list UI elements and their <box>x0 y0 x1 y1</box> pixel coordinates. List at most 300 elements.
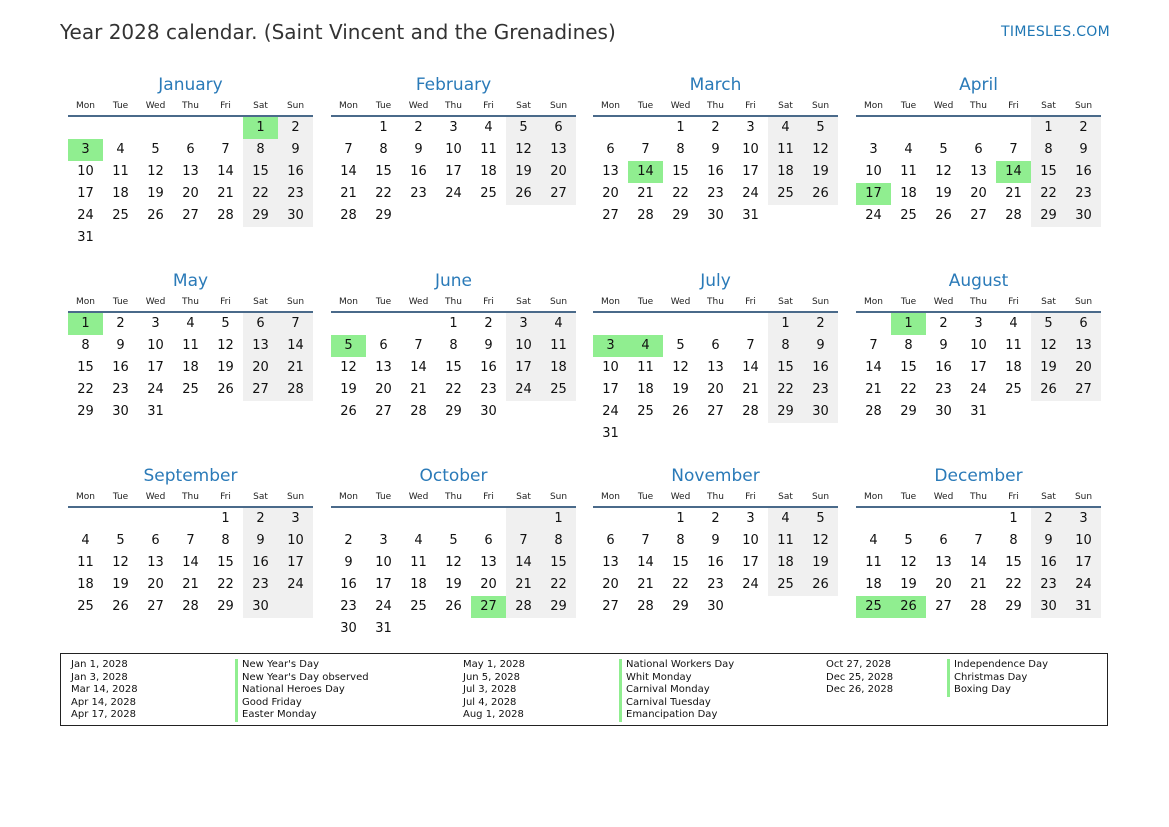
day-cell: 14 <box>278 335 313 357</box>
day-cell: 2 <box>1066 117 1101 139</box>
weekday-label: Thu <box>445 297 462 307</box>
weekday-label: Mon <box>601 297 620 307</box>
day-cell: 11 <box>637 360 654 375</box>
day-grid <box>856 313 1101 423</box>
day-cell: 25 <box>768 183 803 205</box>
day-cell: 19 <box>803 552 838 574</box>
weekday-label: Thu <box>182 101 199 111</box>
empty-cell <box>628 313 663 335</box>
day-cell: 27 <box>471 596 506 618</box>
day-cell: 14 <box>996 161 1031 183</box>
empty-cell <box>506 508 541 530</box>
day-cell: 10 <box>602 360 619 375</box>
day-cell: 12 <box>217 338 234 353</box>
day-cell: 10 <box>375 555 392 570</box>
day-cell: 5 <box>116 533 125 548</box>
day-cell: 11 <box>900 164 917 179</box>
day-cell: 20 <box>970 186 987 201</box>
weekday-label: Mon <box>864 492 883 502</box>
weekday-header <box>593 97 838 117</box>
weekday-label: Sun <box>811 492 830 502</box>
day-cell: 18 <box>768 161 803 183</box>
day-cell: 15 <box>672 164 689 179</box>
day-cell: 17 <box>602 382 619 397</box>
day-cell: 26 <box>147 208 164 223</box>
day-cell: 11 <box>768 139 803 161</box>
weekday-label: Wed <box>408 101 429 111</box>
weekday-label: Sun <box>811 101 830 111</box>
day-cell: 8 <box>379 142 388 157</box>
month-november <box>593 464 838 618</box>
empty-cell <box>541 401 576 423</box>
weekday-label: Wed <box>670 297 691 307</box>
day-grid <box>856 508 1101 618</box>
day-cell: 12 <box>803 530 838 552</box>
day-cell: 2 <box>803 313 838 335</box>
month-name: July <box>700 271 731 291</box>
day-cell: 17 <box>1066 552 1101 574</box>
day-cell: 13 <box>147 555 164 570</box>
day-cell: 9 <box>116 338 125 353</box>
site-link[interactable]: TIMESLES.COM <box>1001 24 1110 40</box>
day-cell: 26 <box>1031 379 1066 401</box>
holiday-name: New Year's Day <box>235 659 319 672</box>
empty-cell <box>278 596 313 618</box>
weekday-label: Wed <box>145 492 166 502</box>
day-cell: 10 <box>506 335 541 357</box>
day-cell: 3 <box>379 533 388 548</box>
day-cell: 7 <box>186 533 195 548</box>
day-cell: 1 <box>541 508 576 530</box>
month-september <box>68 464 313 618</box>
month-july <box>593 269 838 445</box>
day-cell: 22 <box>243 183 278 205</box>
month-october <box>331 464 576 640</box>
weekday-label: Fri <box>1008 101 1019 111</box>
day-cell: 14 <box>182 555 199 570</box>
month-june <box>331 269 576 423</box>
day-cell: 4 <box>414 533 423 548</box>
weekday-label: Fri <box>1008 492 1019 502</box>
day-cell: 11 <box>182 338 199 353</box>
day-cell: 23 <box>243 574 278 596</box>
day-cell: 17 <box>506 357 541 379</box>
empty-cell <box>278 401 313 423</box>
weekday-header <box>68 488 313 508</box>
day-cell: 16 <box>935 360 952 375</box>
day-cell: 3 <box>506 313 541 335</box>
day-cell: 30 <box>935 404 952 419</box>
empty-cell <box>961 117 996 139</box>
empty-cell <box>138 227 173 249</box>
empty-cell <box>401 508 436 530</box>
day-grid <box>68 117 313 249</box>
day-cell: 15 <box>1005 555 1022 570</box>
day-cell: 8 <box>676 533 685 548</box>
day-cell: 22 <box>672 186 689 201</box>
weekday-label: Wed <box>408 492 429 502</box>
day-cell: 20 <box>147 577 164 592</box>
weekday-label: Tue <box>375 297 392 307</box>
day-cell: 19 <box>900 577 917 592</box>
month-name: February <box>415 75 492 95</box>
day-cell: 11 <box>112 164 129 179</box>
day-cell: 10 <box>742 142 759 157</box>
day-cell: 22 <box>1031 183 1066 205</box>
day-cell: 23 <box>1031 574 1066 596</box>
day-cell: 15 <box>217 555 234 570</box>
day-cell: 22 <box>541 574 576 596</box>
empty-cell <box>698 313 733 335</box>
day-cell: 4 <box>904 142 913 157</box>
holiday-name: Good Friday <box>235 697 302 710</box>
day-cell: 8 <box>243 139 278 161</box>
day-cell: 1 <box>379 120 388 135</box>
weekday-label: Thu <box>445 492 462 502</box>
empty-cell <box>891 508 926 530</box>
day-cell: 14 <box>506 552 541 574</box>
holiday-name: National Workers Day <box>619 659 734 672</box>
day-cell: 28 <box>637 208 654 223</box>
day-cell: 8 <box>904 338 913 353</box>
holiday-legend <box>60 653 1108 726</box>
day-cell: 2 <box>344 533 353 548</box>
day-cell: 5 <box>449 533 458 548</box>
day-cell: 18 <box>865 577 882 592</box>
weekday-label: Sun <box>549 297 568 307</box>
weekday-label: Thu <box>707 101 724 111</box>
day-cell: 16 <box>480 360 497 375</box>
weekday-label: Sat <box>516 297 531 307</box>
day-cell: 29 <box>1031 205 1066 227</box>
day-cell: 6 <box>1066 313 1101 335</box>
day-cell: 28 <box>742 404 759 419</box>
day-cell: 25 <box>637 404 654 419</box>
empty-cell <box>926 117 961 139</box>
day-cell: 30 <box>1066 205 1101 227</box>
weekday-header <box>68 97 313 117</box>
weekday-label: Fri <box>483 101 494 111</box>
weekday-label: Sat <box>516 101 531 111</box>
holiday-name: Independence Day <box>947 659 1048 672</box>
day-cell: 1 <box>768 313 803 335</box>
month-name: August <box>948 271 1009 291</box>
day-cell: 5 <box>803 508 838 530</box>
day-cell: 1 <box>243 117 278 139</box>
day-cell: 18 <box>410 577 427 592</box>
day-cell: 29 <box>672 208 689 223</box>
month-april <box>856 73 1101 227</box>
day-cell: 2 <box>711 120 720 135</box>
day-cell: 15 <box>541 552 576 574</box>
weekday-label: Mon <box>76 101 95 111</box>
weekday-label: Sun <box>549 492 568 502</box>
empty-cell <box>891 117 926 139</box>
day-cell: 11 <box>1005 338 1022 353</box>
empty-cell <box>628 117 663 139</box>
day-cell: 10 <box>865 164 882 179</box>
month-may <box>68 269 313 423</box>
empty-cell <box>961 508 996 530</box>
day-cell: 27 <box>970 208 987 223</box>
empty-cell <box>663 313 698 335</box>
day-cell: 3 <box>278 508 313 530</box>
day-cell: 29 <box>1005 599 1022 614</box>
weekday-label: Mon <box>864 101 883 111</box>
day-cell: 7 <box>746 338 755 353</box>
day-cell: 5 <box>221 316 230 331</box>
day-cell: 17 <box>278 552 313 574</box>
weekday-label: Fri <box>745 492 756 502</box>
weekday-label: Tue <box>900 101 917 111</box>
weekday-label: Mon <box>339 297 358 307</box>
day-cell: 2 <box>116 316 125 331</box>
weekday-label: Thu <box>707 492 724 502</box>
empty-cell <box>436 508 471 530</box>
day-cell: 25 <box>77 599 94 614</box>
day-cell: 13 <box>1066 335 1101 357</box>
month-name: October <box>419 466 488 486</box>
day-cell: 14 <box>637 555 654 570</box>
weekday-label: Wed <box>670 492 691 502</box>
day-cell: 24 <box>602 404 619 419</box>
weekday-label: Sun <box>286 297 305 307</box>
empty-cell <box>173 401 208 423</box>
weekday-label: Tue <box>900 492 917 502</box>
empty-cell <box>1031 401 1066 423</box>
empty-cell <box>733 596 768 618</box>
weekday-label: Sun <box>549 101 568 111</box>
day-cell: 6 <box>151 533 160 548</box>
day-cell: 23 <box>278 183 313 205</box>
empty-cell <box>698 423 733 445</box>
holiday-date: Jun 5, 2028 <box>463 671 520 683</box>
weekday-label: Sat <box>1041 492 1056 502</box>
day-cell: 26 <box>803 574 838 596</box>
weekday-label: Thu <box>445 101 462 111</box>
day-cell: 17 <box>147 360 164 375</box>
day-cell: 2 <box>243 508 278 530</box>
day-cell: 3 <box>746 511 755 526</box>
weekday-label: Thu <box>707 297 724 307</box>
day-cell: 30 <box>480 404 497 419</box>
day-cell: 28 <box>970 599 987 614</box>
empty-cell <box>331 117 366 139</box>
day-cell: 13 <box>935 555 952 570</box>
day-cell: 8 <box>1031 139 1066 161</box>
day-cell: 6 <box>606 142 615 157</box>
weekday-label: Tue <box>637 492 654 502</box>
day-cell: 30 <box>112 404 129 419</box>
empty-cell <box>436 205 471 227</box>
weekday-label: Mon <box>76 297 95 307</box>
holiday-date: Jan 1, 2028 <box>71 659 128 670</box>
day-cell: 22 <box>445 382 462 397</box>
weekday-label: Tue <box>112 492 129 502</box>
day-cell: 26 <box>445 599 462 614</box>
holiday-name: Boxing Day <box>947 684 1011 697</box>
weekday-label: Sat <box>516 492 531 502</box>
weekday-label: Sun <box>286 492 305 502</box>
day-cell: 7 <box>641 142 650 157</box>
day-cell: 20 <box>182 186 199 201</box>
day-cell: 13 <box>707 360 724 375</box>
weekday-label: Tue <box>637 297 654 307</box>
holiday-name: Christmas Day <box>947 672 1027 685</box>
month-august <box>856 269 1101 423</box>
day-cell: 12 <box>340 360 357 375</box>
day-cell: 2 <box>1031 508 1066 530</box>
day-cell: 3 <box>449 120 458 135</box>
day-cell: 16 <box>410 164 427 179</box>
day-cell: 14 <box>340 164 357 179</box>
holiday-name: Emancipation Day <box>619 709 717 722</box>
month-name: June <box>434 271 473 291</box>
day-cell: 23 <box>480 382 497 397</box>
empty-cell <box>331 508 366 530</box>
day-grid <box>331 117 576 227</box>
day-cell: 13 <box>602 164 619 179</box>
day-cell: 9 <box>711 533 720 548</box>
holiday-date: Oct 27, 2028 <box>826 659 891 670</box>
holiday-date: Aug 1, 2028 <box>463 709 524 720</box>
day-cell: 12 <box>672 360 689 375</box>
day-cell: 15 <box>1031 161 1066 183</box>
day-cell: 3 <box>746 120 755 135</box>
month-name: March <box>689 75 742 95</box>
weekday-label: Sat <box>778 297 793 307</box>
day-cell: 19 <box>803 161 838 183</box>
day-grid <box>593 117 838 227</box>
day-cell: 20 <box>243 357 278 379</box>
day-cell: 25 <box>480 186 497 201</box>
weekday-label: Sat <box>1041 297 1056 307</box>
weekday-header <box>593 293 838 313</box>
day-cell: 24 <box>278 574 313 596</box>
day-cell: 14 <box>410 360 427 375</box>
empty-cell <box>366 508 401 530</box>
day-cell: 4 <box>768 508 803 530</box>
day-cell: 20 <box>480 577 497 592</box>
empty-cell <box>856 313 891 335</box>
day-grid <box>856 117 1101 227</box>
holiday-date: Jul 3, 2028 <box>463 684 517 695</box>
day-cell: 3 <box>974 316 983 331</box>
day-cell: 18 <box>637 382 654 397</box>
month-name: May <box>172 271 209 291</box>
weekday-label: Wed <box>933 101 954 111</box>
weekday-label: Thu <box>970 492 987 502</box>
day-cell: 21 <box>506 574 541 596</box>
day-cell: 28 <box>637 599 654 614</box>
empty-cell <box>768 596 803 618</box>
day-cell: 15 <box>672 555 689 570</box>
day-cell: 4 <box>768 117 803 139</box>
weekday-label: Tue <box>112 297 129 307</box>
day-cell: 21 <box>217 186 234 201</box>
day-cell: 8 <box>221 533 230 548</box>
day-cell: 16 <box>1031 552 1066 574</box>
day-cell: 12 <box>112 555 129 570</box>
day-cell: 1 <box>676 120 685 135</box>
day-cell: 2 <box>278 117 313 139</box>
month-name: September <box>143 466 238 486</box>
day-cell: 2 <box>711 511 720 526</box>
day-cell: 16 <box>803 357 838 379</box>
day-cell: 7 <box>414 338 423 353</box>
month-name: April <box>959 75 998 95</box>
day-cell: 21 <box>410 382 427 397</box>
day-cell: 23 <box>340 599 357 614</box>
day-cell: 31 <box>970 404 987 419</box>
day-cell: 23 <box>707 577 724 592</box>
weekday-label: Mon <box>339 492 358 502</box>
weekday-header <box>856 97 1101 117</box>
day-cell: 21 <box>970 577 987 592</box>
day-cell: 21 <box>742 382 759 397</box>
day-cell: 28 <box>278 379 313 401</box>
day-cell: 24 <box>742 186 759 201</box>
day-cell: 10 <box>77 164 94 179</box>
day-cell: 22 <box>1005 577 1022 592</box>
day-cell: 9 <box>1031 530 1066 552</box>
day-cell: 10 <box>278 530 313 552</box>
day-cell: 18 <box>768 552 803 574</box>
day-cell: 21 <box>637 577 654 592</box>
weekday-label: Tue <box>900 297 917 307</box>
empty-cell <box>506 401 541 423</box>
day-cell: 31 <box>77 230 94 245</box>
day-cell: 6 <box>939 533 948 548</box>
day-cell: 3 <box>869 142 878 157</box>
day-cell: 4 <box>628 335 663 357</box>
day-cell: 26 <box>891 596 926 618</box>
day-cell: 5 <box>331 335 366 357</box>
day-grid <box>331 508 576 640</box>
weekday-label: Sun <box>1074 297 1093 307</box>
day-cell: 5 <box>676 338 685 353</box>
weekday-label: Fri <box>483 297 494 307</box>
day-cell: 21 <box>182 577 199 592</box>
day-cell: 20 <box>375 382 392 397</box>
weekday-label: Thu <box>182 492 199 502</box>
day-cell: 17 <box>375 577 392 592</box>
day-cell: 5 <box>904 533 913 548</box>
day-cell: 5 <box>151 142 160 157</box>
day-cell: 28 <box>340 208 357 223</box>
day-cell: 12 <box>506 139 541 161</box>
weekday-header <box>856 293 1101 313</box>
day-cell: 21 <box>278 357 313 379</box>
day-cell: 30 <box>1031 596 1066 618</box>
day-grid <box>68 313 313 423</box>
weekday-label: Sat <box>778 101 793 111</box>
day-cell: 25 <box>900 208 917 223</box>
empty-cell <box>803 423 838 445</box>
day-cell: 17 <box>970 360 987 375</box>
empty-cell <box>663 423 698 445</box>
weekday-header <box>68 293 313 313</box>
day-cell: 1 <box>1031 117 1066 139</box>
weekday-label: Fri <box>1008 297 1019 307</box>
holiday-date: Dec 26, 2028 <box>826 684 894 695</box>
day-cell: 4 <box>116 142 125 157</box>
day-cell: 24 <box>77 208 94 223</box>
day-cell: 24 <box>147 382 164 397</box>
holiday-date: Dec 25, 2028 <box>826 671 894 683</box>
day-cell: 4 <box>869 533 878 548</box>
day-cell: 16 <box>707 164 724 179</box>
